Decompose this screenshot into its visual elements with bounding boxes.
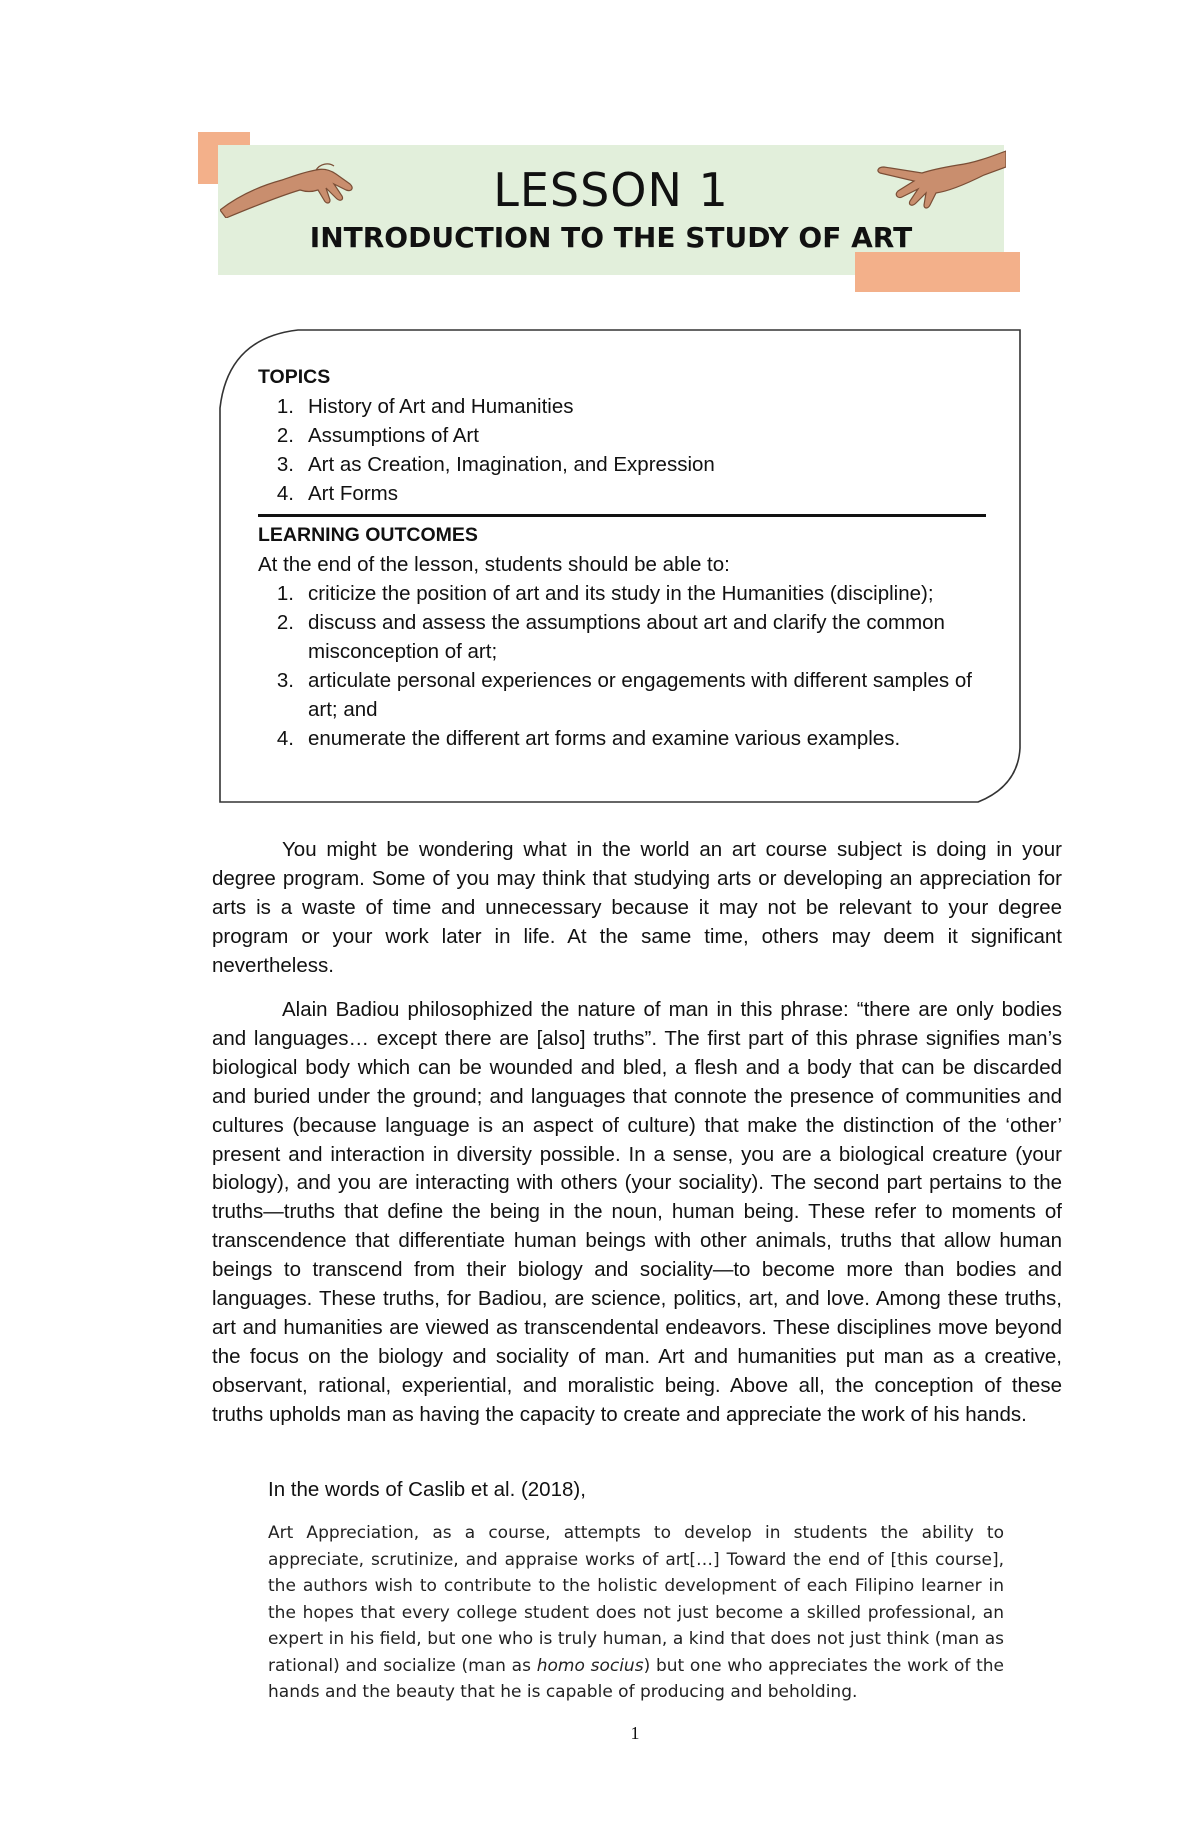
list-text: History of Art and Humanities — [308, 395, 574, 418]
list-text: articulate personal experiences or engagements with different samples of art; and — [308, 669, 972, 721]
outcomes-intro: At the end of the lesson, students should be able to: — [258, 553, 730, 576]
list-item — [258, 608, 988, 666]
quote-italic-term: homo socius — [536, 1655, 644, 1676]
list-text: Assumptions of Art — [308, 424, 479, 447]
lesson-title: LESSON 1 — [493, 163, 729, 217]
block-quote — [268, 1520, 1004, 1706]
topics-box — [258, 363, 988, 753]
list-item — [258, 479, 988, 508]
list-text: Art as Creation, Imagination, and Expression — [308, 453, 715, 476]
list-number: 2. — [276, 424, 294, 447]
list-text: criticize the position of art and its study in the Humanities (discipline); — [308, 582, 934, 605]
paragraph-text: Alain Badiou philosophized the nature of man in this phrase: “there are only bodies and languages… except there are [also] truths”. The first part of this phrase signifies man’s biological body which can be wounded and bled, a flesh and a body that can be discarded and buried under the ground; and languages that connote the presence of communities and cultures (because language is an aspect of culture) that make the distinction of the ‘other’ present and interaction in diversity possible. In a sense, you are a biological creature (your biology), and you are interacting with others (your sociality). The second part pertains to the truths—truths that define the being in the noun, human being. These refer to moments of transcendence that differentiate human beings with other animals, truths that allow human beings to transcend from their biology and sociality—to become more than bodies and languages. These truths, for Badiou, are science, politics, art, and love. Among these truths, art and humanities are viewed as transcendental endeavors. These disciplines move beyond the focus on the biology and sociality of man. Art and humanities put man as a creative, observant, rational, experiential, and moralistic being. Above all, the conception of these truths upholds man as having the capacity to create and appreciate the work of his hands. — [212, 998, 1062, 1426]
outcomes-heading: LEARNING OUTCOMES — [258, 524, 478, 546]
page-number: 1 — [630, 1723, 640, 1743]
list-item — [258, 392, 988, 421]
list-text: Art Forms — [308, 482, 398, 505]
quote-lead-in: In the words of Caslib et al. (2018), — [268, 1478, 586, 1501]
list-item — [258, 666, 988, 724]
list-text: enumerate the different art forms and examine various examples. — [308, 727, 901, 750]
list-item — [258, 421, 988, 450]
list-item — [258, 450, 988, 479]
list-text: discuss and assess the assumptions about art and clarify the common misconception of art; — [308, 611, 945, 663]
quote-text: Art Appreciation, as a course, attempts to develop in students the ability to appreciate, scrutinize, and appraise works of art[…] Toward the end of [this course], the authors wish to contribute to the holistic development of each Filipino learner in the hopes that every college student does not just become a skilled professional, an expert in his field, but one who is truly human, a kind that does not just think (man as rational) and socialize (man as — [268, 1523, 1004, 1676]
quote-text: ) but one who appreciates the work of the hands and the beauty that he is capable of producing and beholding. — [268, 1655, 1004, 1702]
list-number: 3. — [276, 453, 294, 476]
outcomes-list — [258, 579, 988, 753]
section-divider — [258, 514, 986, 517]
topics-list — [258, 392, 988, 508]
list-number: 2. — [276, 611, 294, 634]
list-item — [258, 579, 988, 608]
accent-bar-bottom-right — [855, 252, 1020, 292]
paragraph-text: You might be wondering what in the world an art course subject is doing in your degree program. Some of you may think that studying arts or developing an appreciation for arts is a waste of time and unnecessary because it may not be relevant to your degree program or your work later in life. At the same time, others may deem it significant nevertheless. — [212, 838, 1062, 977]
list-number: 1. — [276, 582, 294, 605]
list-number: 4. — [276, 482, 294, 505]
list-number: 3. — [276, 669, 294, 692]
body-paragraph-2 — [212, 996, 1062, 1430]
topics-heading: TOPICS — [258, 366, 331, 388]
list-number: 1. — [276, 395, 294, 418]
list-number: 4. — [276, 727, 294, 750]
lesson-subtitle: INTRODUCTION TO THE STUDY OF ART — [309, 221, 913, 254]
list-item — [258, 724, 988, 753]
body-paragraph-1 — [212, 836, 1062, 981]
